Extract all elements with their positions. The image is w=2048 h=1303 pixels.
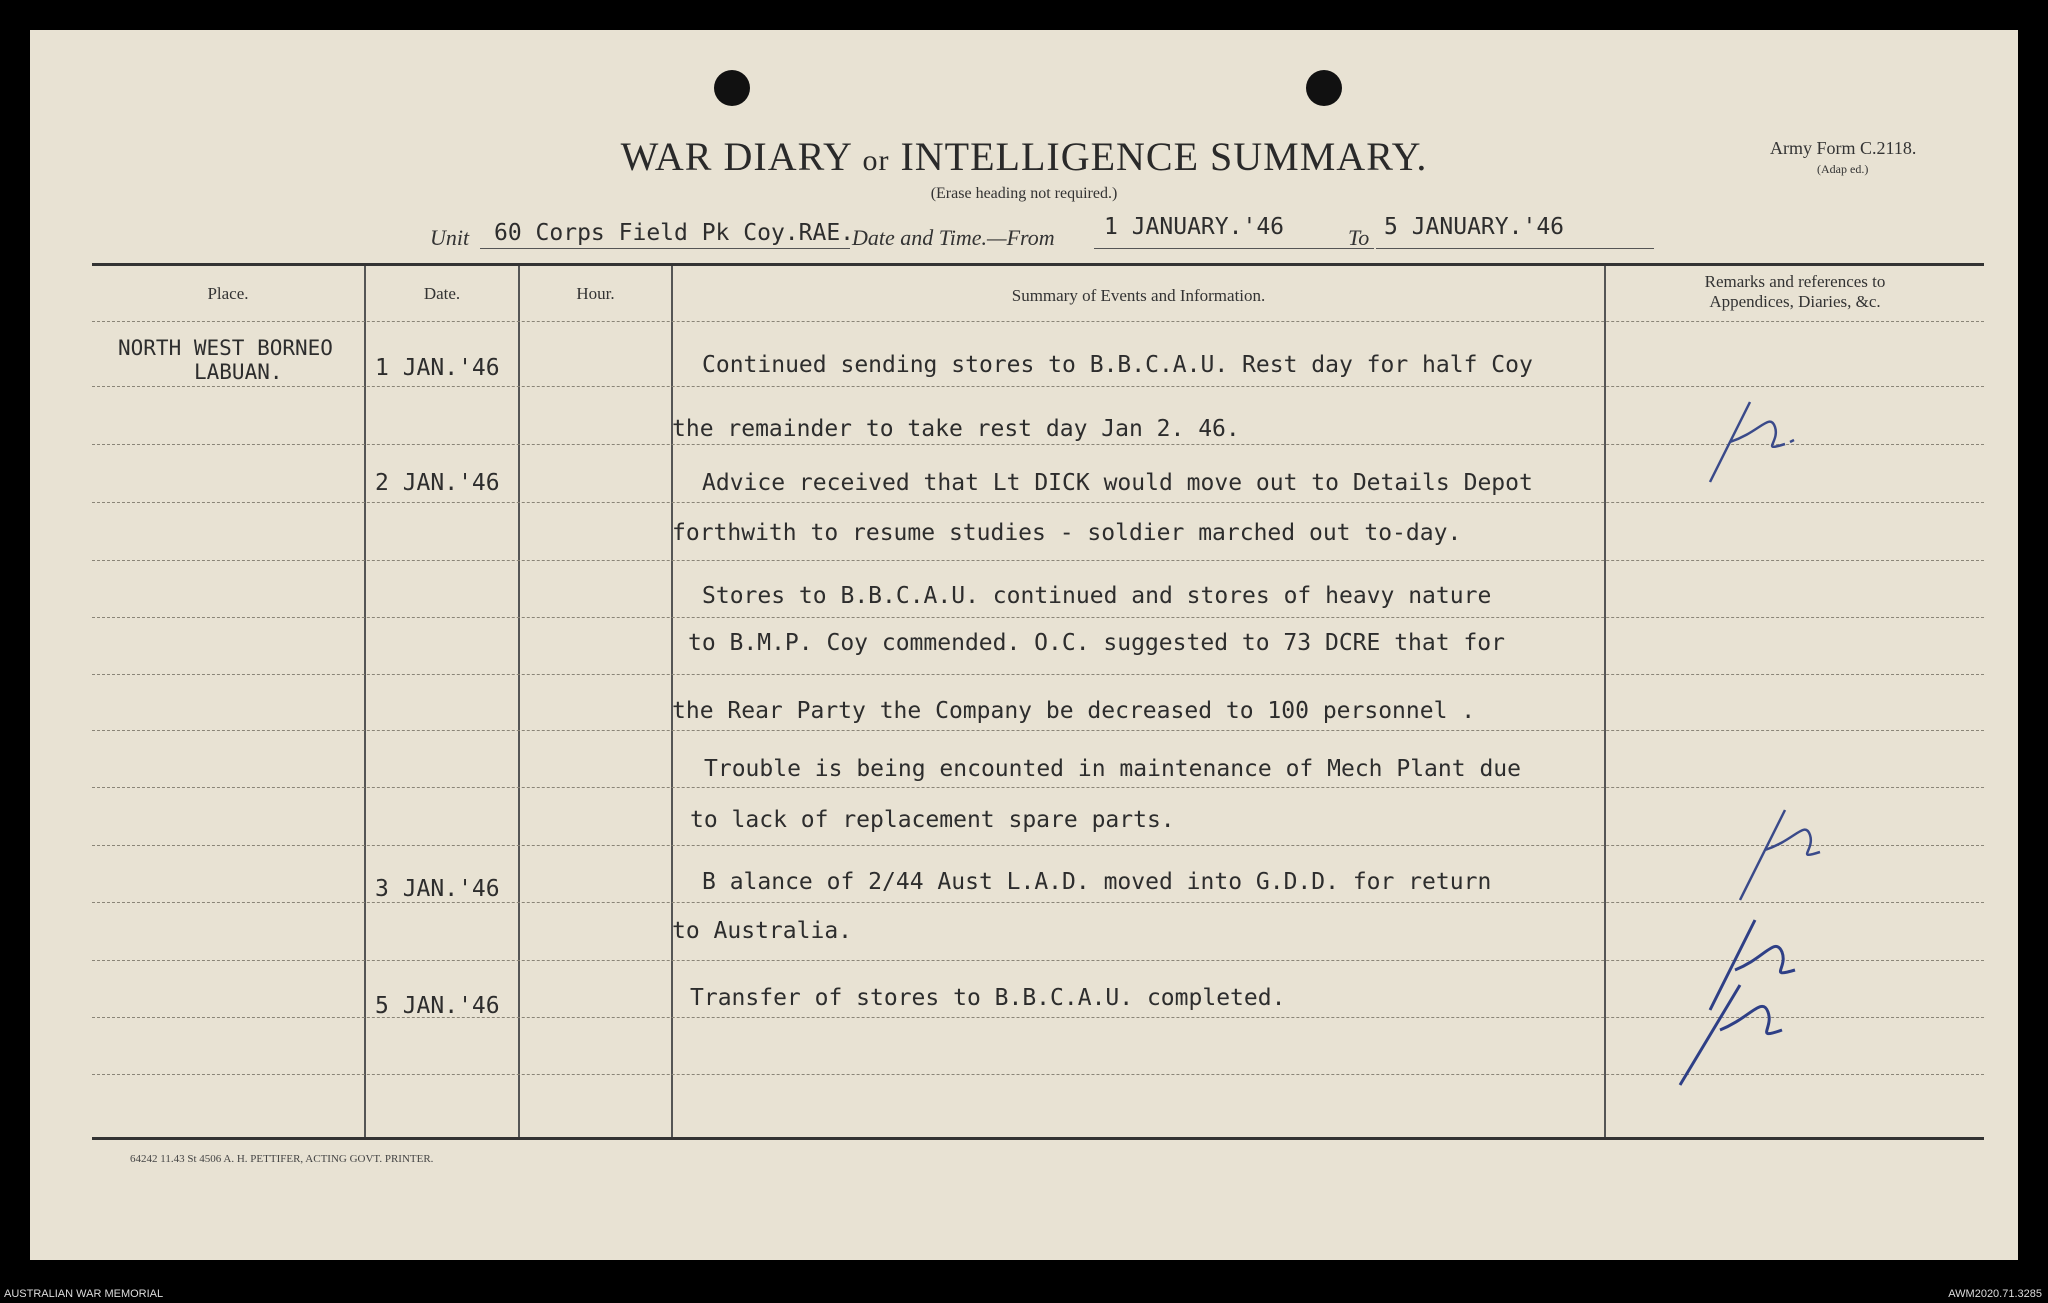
- handwritten-initials: [1720, 790, 1850, 910]
- summary-line: to B.M.P. Coy commended. O.C. suggested to 73 DCRE that for: [688, 630, 1505, 656]
- place-line-1: NORTH WEST BORNEO: [118, 336, 333, 360]
- column-header-date: Date.: [423, 284, 461, 303]
- war-diary-sheet: [30, 30, 2018, 1260]
- unit-label: Unit: [430, 225, 470, 250]
- summary-line: Stores to B.B.C.A.U. continued and stores of heavy nature: [702, 583, 1492, 609]
- punch-hole: [1306, 70, 1342, 106]
- column-header-hour: Hour.: [576, 284, 615, 303]
- column-header-place: Place.: [207, 284, 249, 303]
- place-line-2: LABUAN.: [194, 360, 283, 384]
- to-value: 5 JANUARY.'46: [1384, 214, 1565, 240]
- form-subtitle: (Erase heading not required.): [930, 185, 1118, 202]
- date-entry: 3 JAN.'46: [375, 876, 500, 902]
- handwritten-initials: [1670, 960, 1820, 1090]
- date-entry: 5 JAN.'46: [375, 993, 500, 1019]
- summary-line: to Australia.: [672, 918, 853, 944]
- summary-line: Trouble is being encounted in maintenance of Mech Plant due: [704, 756, 1521, 782]
- date-entry: 1 JAN.'46: [375, 355, 500, 381]
- army-form-number: Army Form C.2118.: [1770, 138, 1917, 158]
- summary-line: to lack of replacement spare parts.: [690, 807, 1175, 833]
- summary-line: Advice received that Lt DICK would move out to Details Depot: [702, 470, 1533, 496]
- handwritten-initials: [1690, 382, 1820, 492]
- army-form-adapted: (Adap ed.): [1817, 162, 1869, 176]
- printer-imprint: 64242 11.43 St 4506 A. H. PETTIFER, ACTING GOVT. PRINTER.: [130, 1153, 434, 1165]
- summary-line: the remainder to take rest day Jan 2. 46.: [672, 416, 1240, 442]
- punch-hole: [714, 70, 750, 106]
- column-header-remarks: Remarks and references to Appendices, Diaries, &c.: [1704, 272, 1886, 311]
- form-title: WAR DIARY or INTELLIGENCE SUMMARY.: [620, 134, 1428, 179]
- date-time-label: Date and Time.—From: [852, 225, 1055, 250]
- summary-line: the Rear Party the Company be decreased to 100 personnel .: [672, 698, 1476, 724]
- summary-line: forthwith to resume studies - soldier marched out to-day.: [672, 520, 1462, 546]
- unit-value: 60 Corps Field Pk Coy.RAE.: [494, 220, 855, 246]
- summary-line: Continued sending stores to B.B.C.A.U. Rest day for half Coy: [702, 352, 1533, 378]
- from-value: 1 JANUARY.'46: [1104, 214, 1285, 240]
- summary-line: Transfer of stores to B.B.C.A.U. completed.: [690, 985, 1286, 1011]
- date-entry: 2 JAN.'46: [375, 470, 500, 496]
- archive-reference: AWM2020.71.3285: [1948, 1288, 2042, 1300]
- column-header-summary: Summary of Events and Information.: [1011, 286, 1266, 305]
- archive-credit: AUSTRALIAN WAR MEMORIAL: [4, 1288, 164, 1300]
- summary-line: B alance of 2/44 Aust L.A.D. moved into G.D.D. for return: [702, 869, 1492, 895]
- to-label: To: [1348, 225, 1370, 250]
